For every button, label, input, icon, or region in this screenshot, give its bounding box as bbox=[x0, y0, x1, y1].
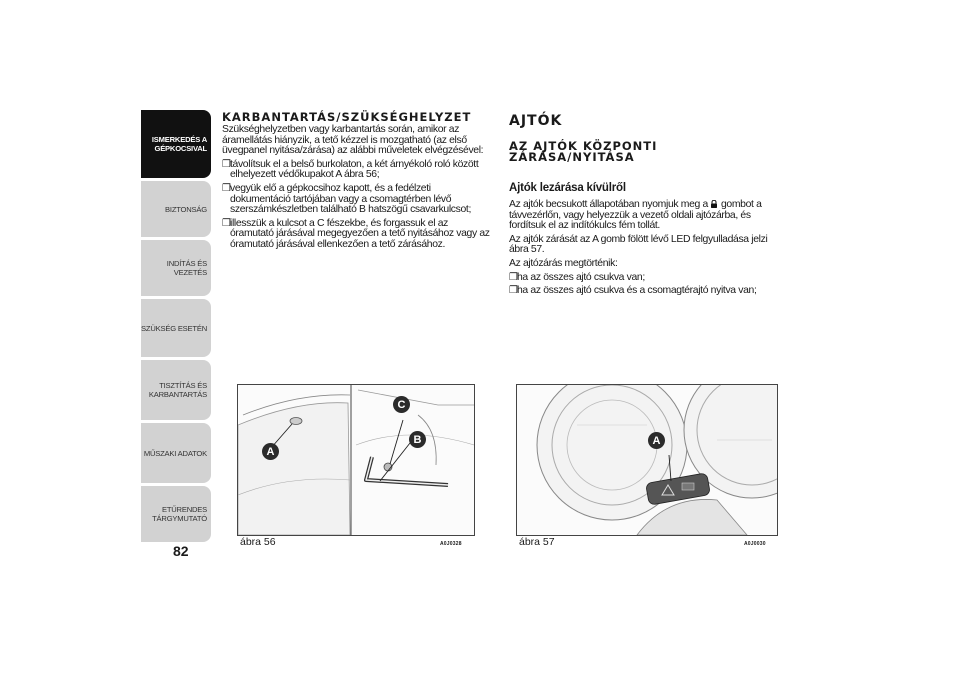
paragraph-1: Az ajtók becsukott állapotában nyomjuk meg a gombot a távvezérlőn, vagy helyezzük a vezető oldali ajtózárba, és fordítsuk el az indítókulcs fém tollát. bbox=[509, 199, 762, 232]
figure-56-caption: ábra 56 bbox=[240, 536, 276, 548]
figure-57-caption: ábra 57 bbox=[519, 536, 555, 548]
tab-muszaki[interactable]: MŰSZAKI ADATOK bbox=[141, 423, 211, 483]
paragraph-3: Az ajtózárás megtörténik: bbox=[509, 257, 618, 269]
tab-biztonsag[interactable]: BIZTONSÁG bbox=[141, 181, 211, 237]
list-item: ❒ vegyük elő a gépkocsihoz kapott, és a fedélzeti dokumentáció tartójában vagy a csomagtérben lévő szerszámkészletben található B hatszögű csavarkulcsot; bbox=[222, 182, 471, 216]
bullet-icon: ❒ bbox=[222, 217, 231, 229]
subsection-title: Ajtók lezárása kívülről bbox=[509, 182, 626, 194]
figure-57 bbox=[516, 384, 778, 536]
tab-inditas[interactable]: INDÍTÁS ÉS VEZETÉS bbox=[141, 240, 211, 296]
tab-szukseg[interactable]: SZÜKSÉG ESETÉN bbox=[141, 299, 211, 357]
intro-paragraph: Szükséghelyzetben vagy karbantartás során, amikor az áramellátás hiányzik, a tető kézzel is mozgatható (az első üvegpanel nyitása/zárása) az alábbi műveletek elvégzésével: bbox=[222, 124, 484, 157]
right-body bbox=[509, 200, 779, 300]
bullet-icon: ❒ bbox=[509, 285, 518, 297]
list-item: ❒ távolítsuk el a belső burkolaton, a két árnyékoló roló között elhelyezett védőkupakot A ábra 56; bbox=[222, 158, 479, 181]
tab-targymutato[interactable]: ETŰRENDES TÁRGYMUTATÓ bbox=[141, 486, 211, 542]
figure-57-illustration bbox=[517, 385, 777, 535]
label-b: B bbox=[409, 431, 426, 448]
page-number: 82 bbox=[173, 543, 189, 559]
bullet-icon: ❒ bbox=[222, 182, 231, 194]
figure-57-code: A0J0030 bbox=[744, 541, 766, 547]
lock-icon bbox=[710, 200, 718, 208]
subheading-central-locking: AZ AJTÓK KÖZPONTI ZÁRÁSA/NYITÁSA bbox=[509, 139, 658, 164]
tab-ismerkedes[interactable]: ISMERKEDÉS A GÉPKOCSIVAL bbox=[141, 110, 211, 178]
figure-56-code: A0J0328 bbox=[440, 541, 462, 547]
tab-tisztitas[interactable]: TISZTÍTÁS ÉS KARBANTARTÁS bbox=[141, 360, 211, 420]
list-item: ❒ ha az összes ajtó csukva és a csomagtérajtó nyitva van; bbox=[509, 285, 757, 297]
label-a: A bbox=[648, 432, 665, 449]
label-a: A bbox=[262, 443, 279, 460]
left-body bbox=[222, 125, 490, 254]
label-c: C bbox=[393, 396, 410, 413]
bullet-icon: ❒ bbox=[509, 271, 518, 283]
section-heading-maintenance: KARBANTARTÁS/SZÜKSÉGHELYZET bbox=[222, 110, 472, 124]
bullet-icon: ❒ bbox=[222, 158, 231, 170]
paragraph-2: Az ajtók zárását az A gomb fölött lévő LED felgyulladása jelzi ábra 57. bbox=[509, 233, 768, 256]
list-item: ❒ illesszük a kulcsot a C fészekbe, és forgassuk el az óramutató járásával megegyezően a tető nyitásához vagy az óramutató járásával ellenkezően a tető zárásához. bbox=[222, 217, 490, 250]
figure-56-illustration bbox=[238, 385, 474, 535]
list-item: ❒ ha az összes ajtó csukva van; bbox=[509, 271, 645, 283]
section-heading-doors: AJTÓK bbox=[509, 113, 563, 129]
figure-56 bbox=[237, 384, 475, 536]
